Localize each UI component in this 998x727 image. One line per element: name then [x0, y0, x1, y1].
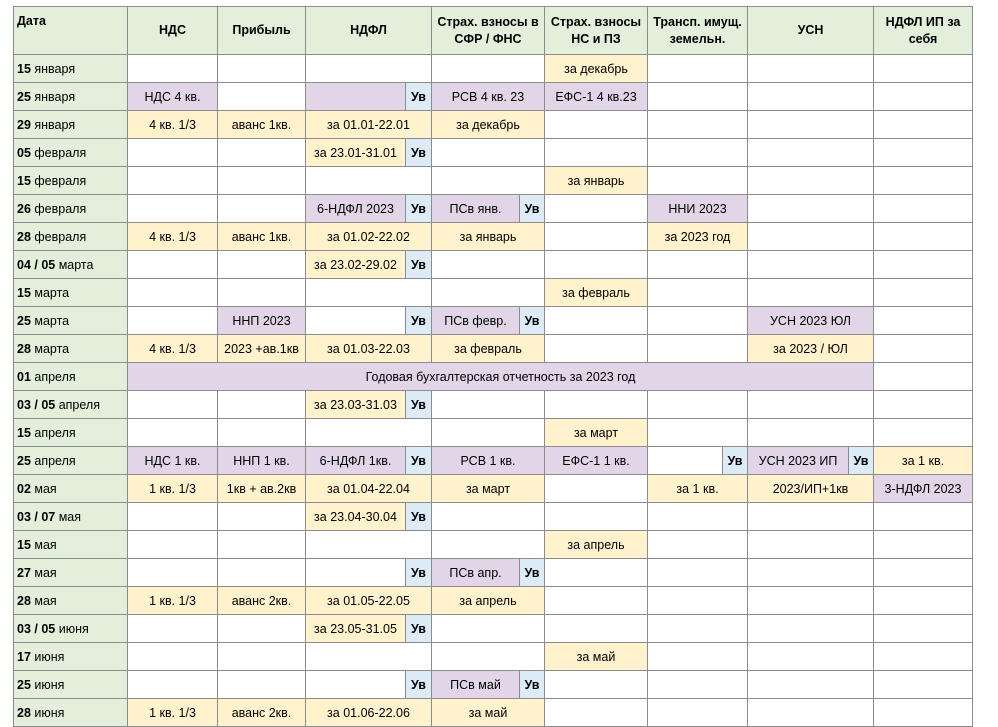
table-row — [14, 167, 973, 195]
table-cell — [874, 83, 973, 111]
table-row — [14, 307, 973, 335]
table-cell: за 01.05-22.05 — [306, 587, 432, 615]
table-cell — [545, 223, 648, 251]
table-cell: за декабрь — [432, 111, 545, 139]
table-cell — [648, 615, 748, 643]
table-cell: за апрель — [545, 531, 648, 559]
table-cell — [874, 503, 973, 531]
table-cell: 1 кв. 1/3 — [128, 475, 218, 503]
table-cell — [545, 139, 648, 167]
table-cell — [874, 223, 973, 251]
table-cell — [545, 503, 648, 531]
table-cell: ННП 2023 — [218, 307, 306, 335]
date-cell: 03 / 05 июня — [14, 615, 128, 643]
table-body — [14, 55, 973, 727]
date-cell: 28 июня — [14, 699, 128, 727]
table-cell: 1 кв. 1/3 — [128, 699, 218, 727]
table-cell: аванс 1кв. — [218, 223, 306, 251]
date-cell: 15 марта — [14, 279, 128, 307]
table-cell — [874, 363, 973, 391]
table-cell — [648, 559, 748, 587]
table-cell — [128, 643, 218, 671]
table-cell — [218, 55, 306, 83]
table-cell — [748, 279, 874, 307]
table-cell — [545, 307, 648, 335]
table-cell: НДС 1 кв. — [128, 447, 218, 475]
table-cell — [306, 307, 406, 335]
table-cell — [748, 559, 874, 587]
table-cell — [128, 671, 218, 699]
uv-marker: Ув — [520, 307, 545, 335]
table-cell — [128, 279, 218, 307]
date-cell: 15 апреля — [14, 419, 128, 447]
table-cell: аванс 1кв. — [218, 111, 306, 139]
table-cell — [218, 279, 306, 307]
table-cell — [648, 391, 748, 419]
table-row — [14, 643, 973, 671]
table-cell — [874, 671, 973, 699]
table-cell — [306, 419, 432, 447]
table-cell: РСВ 1 кв. — [432, 447, 545, 475]
table-cell — [128, 167, 218, 195]
date-cell: 26 февраля — [14, 195, 128, 223]
table-cell — [648, 531, 748, 559]
table-cell — [748, 139, 874, 167]
table-cell: НДС 4 кв. — [128, 83, 218, 111]
table-cell — [874, 615, 973, 643]
table-cell — [648, 671, 748, 699]
table-cell: РСВ 4 кв. 23 — [432, 83, 545, 111]
table-row — [14, 223, 973, 251]
table-cell — [432, 251, 545, 279]
table-row — [14, 195, 973, 223]
table-cell — [874, 111, 973, 139]
uv-marker: Ув — [406, 307, 432, 335]
table-cell — [648, 167, 748, 195]
table-row — [14, 139, 973, 167]
table-cell — [218, 503, 306, 531]
table-cell — [218, 251, 306, 279]
table-cell — [545, 391, 648, 419]
table-cell: ПСв февр. — [432, 307, 520, 335]
uv-marker: Ув — [723, 447, 748, 475]
uv-marker: Ув — [520, 671, 545, 699]
table-cell — [874, 587, 973, 615]
table-row — [14, 447, 973, 475]
table-cell — [306, 279, 432, 307]
date-cell: 29 января — [14, 111, 128, 139]
table-row — [14, 615, 973, 643]
table-row — [14, 503, 973, 531]
table-row — [14, 587, 973, 615]
table-cell — [748, 251, 874, 279]
table-cell — [874, 531, 973, 559]
table-cell — [128, 391, 218, 419]
table-cell — [545, 699, 648, 727]
table-cell — [748, 671, 874, 699]
table-cell: за май — [545, 643, 648, 671]
table-cell — [748, 83, 874, 111]
table-cell — [306, 559, 406, 587]
table-cell — [748, 419, 874, 447]
table-cell — [648, 279, 748, 307]
table-cell — [432, 279, 545, 307]
uv-marker: Ув — [406, 195, 432, 223]
table-cell: за февраль — [432, 335, 545, 363]
table-cell — [432, 419, 545, 447]
table-cell: за март — [432, 475, 545, 503]
table-cell — [128, 531, 218, 559]
table-cell: за март — [545, 419, 648, 447]
date-cell: 15 мая — [14, 531, 128, 559]
table-cell — [128, 503, 218, 531]
table-row — [14, 419, 973, 447]
table-cell — [128, 307, 218, 335]
table-cell — [545, 475, 648, 503]
table-cell: за май — [432, 699, 545, 727]
table-cell — [648, 447, 723, 475]
table-row — [14, 671, 973, 699]
table-cell: за 23.01-31.01 — [306, 139, 406, 167]
table-cell — [306, 83, 406, 111]
table-cell: 4 кв. 1/3 — [128, 223, 218, 251]
date-cell: 04 / 05 марта — [14, 251, 128, 279]
table-row — [14, 279, 973, 307]
date-cell: 25 января — [14, 83, 128, 111]
uv-marker: Ув — [406, 251, 432, 279]
table-cell: 2023 +ав.1кв — [218, 335, 306, 363]
table-cell — [874, 419, 973, 447]
table-cell: 2023/ИП+1кв — [748, 475, 874, 503]
table-row — [14, 559, 973, 587]
table-cell — [648, 307, 748, 335]
table-cell — [874, 307, 973, 335]
table-cell — [432, 643, 545, 671]
table-cell — [748, 503, 874, 531]
table-cell — [218, 83, 306, 111]
table-cell — [748, 643, 874, 671]
table-cell — [748, 195, 874, 223]
table-cell: за 01.03-22.03 — [306, 335, 432, 363]
date-cell: 27 мая — [14, 559, 128, 587]
date-cell: 25 марта — [14, 307, 128, 335]
table-cell — [218, 195, 306, 223]
table-cell: за январь — [432, 223, 545, 251]
table-cell: за 1 кв. — [874, 447, 973, 475]
table-cell: за 01.04-22.04 — [306, 475, 432, 503]
table-cell — [648, 643, 748, 671]
table-cell: за 2023 год — [648, 223, 748, 251]
table-cell — [874, 335, 973, 363]
table-cell: ПСв янв. — [432, 195, 520, 223]
table-cell — [218, 531, 306, 559]
table-cell — [545, 251, 648, 279]
table-cell — [432, 503, 545, 531]
uv-marker: Ув — [406, 615, 432, 643]
table-cell: за 01.02-22.02 — [306, 223, 432, 251]
table-cell — [432, 167, 545, 195]
table-cell — [218, 559, 306, 587]
table-cell: за 23.04-30.04 — [306, 503, 406, 531]
date-cell: 28 марта — [14, 335, 128, 363]
table-row — [14, 531, 973, 559]
table-cell: 1кв + ав.2кв — [218, 475, 306, 503]
table-cell — [874, 559, 973, 587]
column-header: Страх. взносы НС и ПЗ — [545, 7, 648, 55]
table-cell — [648, 139, 748, 167]
table-cell: 6-НДФЛ 1кв. — [306, 447, 406, 475]
table-cell: УСН 2023 ИП — [748, 447, 849, 475]
table-cell — [874, 279, 973, 307]
table-cell — [648, 419, 748, 447]
table-cell — [128, 615, 218, 643]
table-cell: 1 кв. 1/3 — [128, 587, 218, 615]
table-cell — [218, 615, 306, 643]
table-cell — [648, 55, 748, 83]
table-cell: за 23.05-31.05 — [306, 615, 406, 643]
table-cell — [874, 643, 973, 671]
uv-marker: Ув — [406, 447, 432, 475]
column-header: УСН — [748, 7, 874, 55]
column-header: Трансп. имущ. земельн. — [648, 7, 748, 55]
column-header: Дата — [14, 7, 128, 55]
table-cell — [306, 671, 406, 699]
table-cell: ПСв апр. — [432, 559, 520, 587]
date-cell: 02 мая — [14, 475, 128, 503]
table-cell — [432, 391, 545, 419]
uv-marker: Ув — [520, 195, 545, 223]
column-header: НДФЛ ИП за себя — [874, 7, 973, 55]
table-row — [14, 335, 973, 363]
table-cell — [128, 195, 218, 223]
table-cell — [748, 531, 874, 559]
table-cell — [545, 671, 648, 699]
table-cell: аванс 2кв. — [218, 699, 306, 727]
uv-marker: Ув — [406, 559, 432, 587]
table-cell: за 23.02-29.02 — [306, 251, 406, 279]
table-cell — [748, 223, 874, 251]
table-cell: за 23.03-31.03 — [306, 391, 406, 419]
table-cell — [648, 335, 748, 363]
table-cell — [218, 391, 306, 419]
date-cell: 03 / 07 мая — [14, 503, 128, 531]
table-cell: аванс 2кв. — [218, 587, 306, 615]
table-row — [14, 83, 973, 111]
column-header: НДС — [128, 7, 218, 55]
table-cell — [545, 111, 648, 139]
table-cell — [128, 559, 218, 587]
date-cell: 25 апреля — [14, 447, 128, 475]
table-cell — [748, 699, 874, 727]
table-cell — [218, 643, 306, 671]
uv-marker: Ув — [406, 671, 432, 699]
date-cell: 15 февраля — [14, 167, 128, 195]
table-cell — [874, 139, 973, 167]
date-cell: 03 / 05 апреля — [14, 391, 128, 419]
table-cell — [545, 587, 648, 615]
table-cell — [432, 531, 545, 559]
table-cell — [545, 559, 648, 587]
date-cell: 17 июня — [14, 643, 128, 671]
table-cell — [306, 531, 432, 559]
table-cell — [128, 139, 218, 167]
table-cell — [128, 419, 218, 447]
table-cell: УСН 2023 ЮЛ — [748, 307, 874, 335]
date-cell: 05 февраля — [14, 139, 128, 167]
table-cell — [874, 699, 973, 727]
table-cell: за 01.06-22.06 — [306, 699, 432, 727]
column-header: НДФЛ — [306, 7, 432, 55]
date-cell: 25 июня — [14, 671, 128, 699]
table-cell — [218, 139, 306, 167]
table-cell — [748, 615, 874, 643]
table-row — [14, 363, 973, 391]
table-row — [14, 251, 973, 279]
table-row — [14, 55, 973, 83]
uv-marker: Ув — [520, 559, 545, 587]
table-cell: ННП 1 кв. — [218, 447, 306, 475]
table-cell: ННИ 2023 — [648, 195, 748, 223]
table-cell — [748, 167, 874, 195]
table-cell — [874, 195, 973, 223]
table-cell — [218, 419, 306, 447]
table-row — [14, 111, 973, 139]
table-cell: за февраль — [545, 279, 648, 307]
column-header: Прибыль — [218, 7, 306, 55]
column-header: Страх. взносы в СФР / ФНС — [432, 7, 545, 55]
table-cell — [874, 251, 973, 279]
table-cell — [306, 167, 432, 195]
table-cell — [874, 55, 973, 83]
table-cell: за 01.01-22.01 — [306, 111, 432, 139]
table-row — [14, 391, 973, 419]
table-cell — [432, 55, 545, 83]
table-cell — [545, 615, 648, 643]
table-cell: ЕФС-1 4 кв.23 — [545, 83, 648, 111]
table-cell — [432, 615, 545, 643]
table-cell — [748, 55, 874, 83]
table-cell: Годовая бухгалтерская отчетность за 2023 год — [128, 363, 874, 391]
table-cell: 3-НДФЛ 2023 — [874, 475, 973, 503]
table-cell — [218, 671, 306, 699]
table-cell: за апрель — [432, 587, 545, 615]
table-cell — [648, 83, 748, 111]
table-cell: 6-НДФЛ 2023 — [306, 195, 406, 223]
header-row — [14, 7, 973, 55]
table-cell — [218, 167, 306, 195]
table-cell — [648, 503, 748, 531]
table-cell: за 2023 / ЮЛ — [748, 335, 874, 363]
table-cell — [874, 391, 973, 419]
table-cell — [748, 391, 874, 419]
table-cell: ЕФС-1 1 кв. — [545, 447, 648, 475]
uv-marker: Ув — [849, 447, 874, 475]
table-row — [14, 699, 973, 727]
table-cell — [748, 587, 874, 615]
table-cell: за декабрь — [545, 55, 648, 83]
uv-marker: Ув — [406, 391, 432, 419]
uv-marker: Ув — [406, 139, 432, 167]
table-cell — [128, 251, 218, 279]
table-cell — [648, 251, 748, 279]
table-cell — [432, 139, 545, 167]
table-cell — [545, 195, 648, 223]
table-cell — [748, 111, 874, 139]
uv-marker: Ув — [406, 83, 432, 111]
table-cell — [306, 643, 432, 671]
table-cell — [545, 335, 648, 363]
table-cell — [874, 167, 973, 195]
table-cell: за 1 кв. — [648, 475, 748, 503]
table-cell: 4 кв. 1/3 — [128, 111, 218, 139]
tax-calendar-table — [13, 6, 973, 727]
table-cell — [648, 699, 748, 727]
table-cell: 4 кв. 1/3 — [128, 335, 218, 363]
date-cell: 28 мая — [14, 587, 128, 615]
date-cell: 01 апреля — [14, 363, 128, 391]
table-row — [14, 475, 973, 503]
table-cell — [306, 55, 432, 83]
table-cell — [128, 55, 218, 83]
date-cell: 15 января — [14, 55, 128, 83]
table-cell — [648, 111, 748, 139]
date-cell: 28 февраля — [14, 223, 128, 251]
uv-marker: Ув — [406, 503, 432, 531]
table-cell: ПСв май — [432, 671, 520, 699]
table-cell: за январь — [545, 167, 648, 195]
table-cell — [648, 587, 748, 615]
